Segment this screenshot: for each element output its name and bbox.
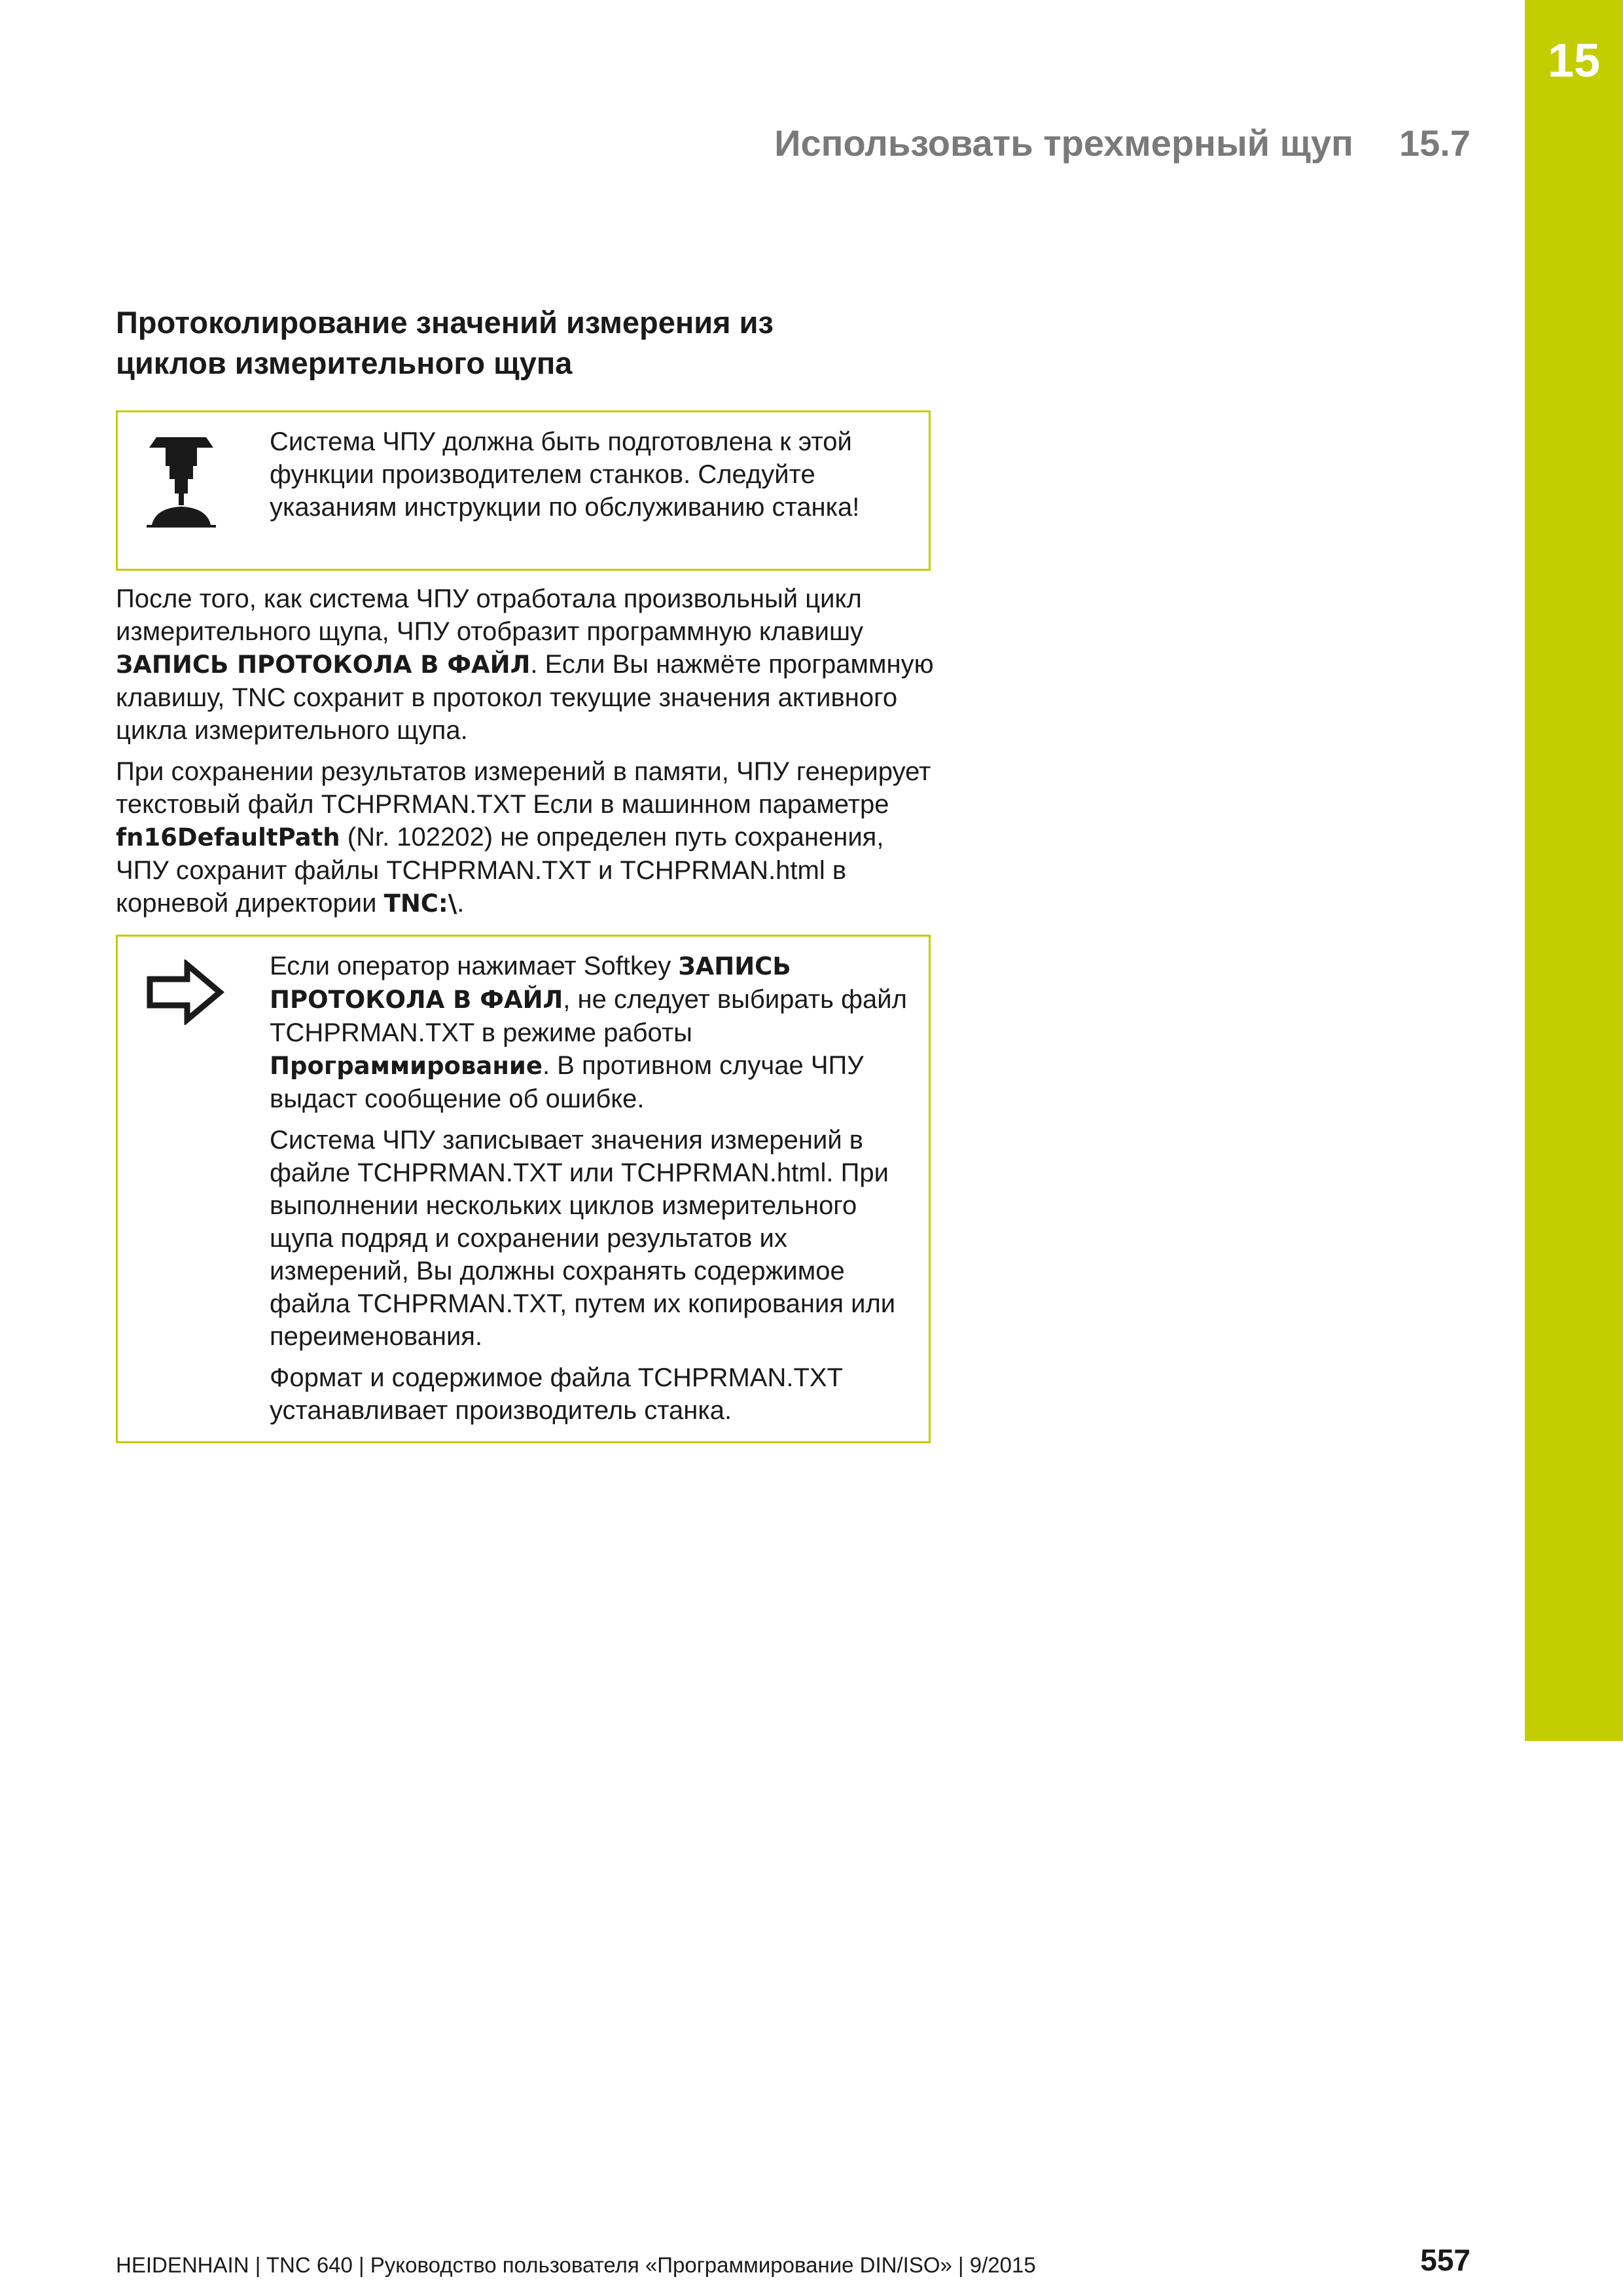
paragraph-2-text-b: (Nr. 102202) не определен путь сохранения, ЧПУ сохранит файлы TCHPRMAN.TXT и TCHPRMAN.html в корневой директории — [116, 823, 884, 918]
paragraph-2-text-c: . — [457, 889, 465, 918]
machine-dependent-note — [116, 410, 931, 571]
section-heading-line-2: циклов измерительного щупа — [116, 346, 573, 380]
machine-dependent-icon — [147, 433, 216, 535]
tip-paragraph-3: Формат и содержимое файла TCHPRMAN.TXT устанавливает производитель станка. — [270, 1363, 843, 1425]
section-heading — [116, 302, 934, 384]
tip-paragraph-2: Система ЧПУ записывает значения измерений в файле TCHPRMAN.TXT или TCHPRMAN.html. При выполнении нескольких циклов измерительного щупа подряд и сохранении результатов их измерений, Вы должны сохранять содержимое файла TCHPRMAN.TXT, путем их копирования или переименования. — [270, 1126, 896, 1351]
running-header-section-number: 15.7 — [1399, 122, 1471, 164]
arrow-right-icon — [147, 960, 225, 1028]
tip-softkey-label: ЗАПИСЬ ПРОТОКОЛА В ФАЙЛ — [270, 952, 791, 1014]
chapter-number: 15 — [1547, 35, 1601, 87]
machine-dependent-note-paragraph: Система ЧПУ должна быть подготовлена к этой функции производителем станков. Следуйте указаниям инструкции по обслуживанию станка! — [270, 427, 860, 522]
root-directory-name: TNC:\ — [383, 889, 457, 918]
paragraph-softkey-description — [116, 583, 934, 747]
tip-paragraph-1 — [270, 950, 914, 1115]
running-header-title: Использовать трехмерный щуп — [774, 122, 1353, 164]
running-header — [654, 117, 1471, 169]
footer-text: HEIDENHAIN | TNC 640 | Руководство пользователя «Программирование DIN/ISO» | 9/2015 — [116, 2253, 1036, 2277]
tip-paragraph-1-text-a: Если оператор нажимает Softkey — [270, 952, 679, 980]
tip-note-text — [270, 950, 914, 1435]
chapter-tab — [1525, 0, 1623, 1741]
paragraph-1-text-b: . Если Вы нажмёте программную клавишу, TNC сохранит в протокол текущие значения активного цикла измерительного щупа. — [116, 650, 934, 745]
softkey-label: ЗАПИСЬ ПРОТОКОЛА В ФАЙЛ — [116, 651, 531, 679]
tip-paragraph-1-text-b: , не следует выбирать файл TCHPRMAN.TXT в режиме работы — [270, 985, 907, 1047]
machine-parameter-name: fn16DefaultPath — [116, 823, 340, 852]
page-number: 557 — [1420, 2243, 1471, 2277]
page-footer — [116, 2232, 1471, 2278]
body-text — [116, 583, 934, 929]
tip-paragraph-1-text-c: . В противном случае ЧПУ выдаст сообщение об ошибке. — [270, 1051, 864, 1113]
section-heading-line-1: Протоколирование значений измерения из — [116, 305, 774, 340]
tip-mode-name: Программирование — [270, 1052, 543, 1080]
tip-note — [116, 935, 931, 1443]
paragraph-2-text-a: При сохранении результатов измерений в памяти, ЧПУ генерирует текстовый файл TCHPRMAN.TXT Если в машинном параметре — [116, 757, 931, 819]
machine-dependent-note-text — [270, 425, 914, 532]
paragraph-1-text-a: После того, как система ЧПУ отработала произвольный цикл измерительного щупа, ЧПУ отобразит программную клавишу — [116, 584, 864, 646]
paragraph-file-storage — [116, 755, 934, 920]
